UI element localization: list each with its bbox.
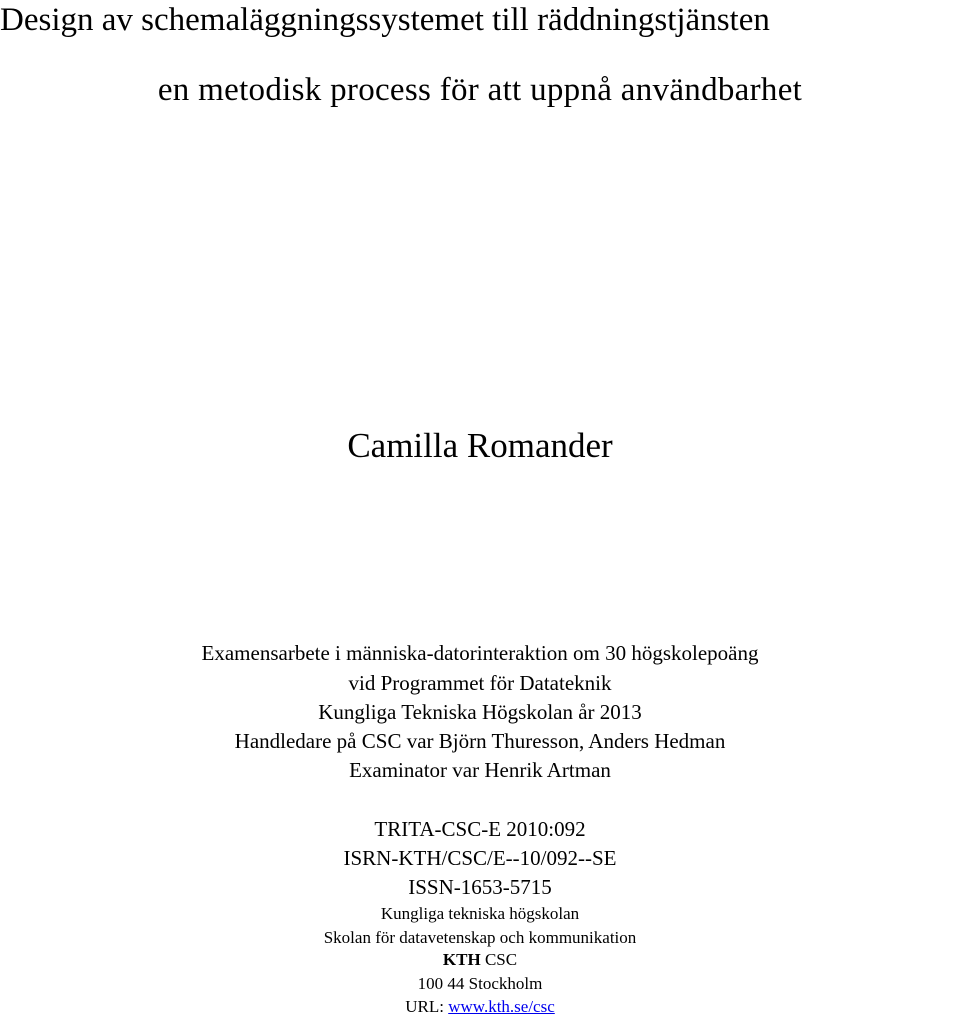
institution-url-link[interactable]: www.kth.se/csc: [448, 997, 555, 1016]
info-line-university: Kungliga Tekniska Högskolan år 2013: [318, 700, 642, 724]
institution-unit: [0, 951, 960, 968]
institution-school: Skolan för datavetenskap och kommunikation: [323, 928, 637, 947]
document-subtitle: en metodisk process för att uppnå användbarhet: [157, 72, 803, 108]
report-id-issn: ISSN-1653-5715: [408, 875, 552, 899]
document-title: Design av schemaläggningssystemet till räddningstjänsten: [0, 2, 770, 38]
report-id-isrn: ISRN-KTH/CSC/E--10/092--SE: [343, 846, 617, 870]
report-id-trita: TRITA-CSC-E 2010:092: [374, 817, 586, 841]
institution-name: Kungliga tekniska högskolan: [380, 904, 580, 923]
csc-label: CSC: [480, 950, 518, 969]
info-line-examiner: Examinator var Henrik Artman: [349, 758, 611, 782]
institution-address: 100 44 Stockholm: [417, 974, 543, 993]
url-label: URL:: [405, 997, 449, 1016]
info-line-programme: vid Programmet för Datateknik: [348, 671, 612, 695]
kth-label: KTH: [442, 950, 481, 969]
info-line-supervisors: Handledare på CSC var Björn Thuresson, Anders Hedman: [234, 729, 726, 753]
info-line-degree: Examensarbete i människa-datorinteraktion om 30 högskolepoäng: [201, 641, 759, 665]
institution-url-line: [0, 998, 960, 1015]
author-name: Camilla Romander: [347, 426, 613, 465]
